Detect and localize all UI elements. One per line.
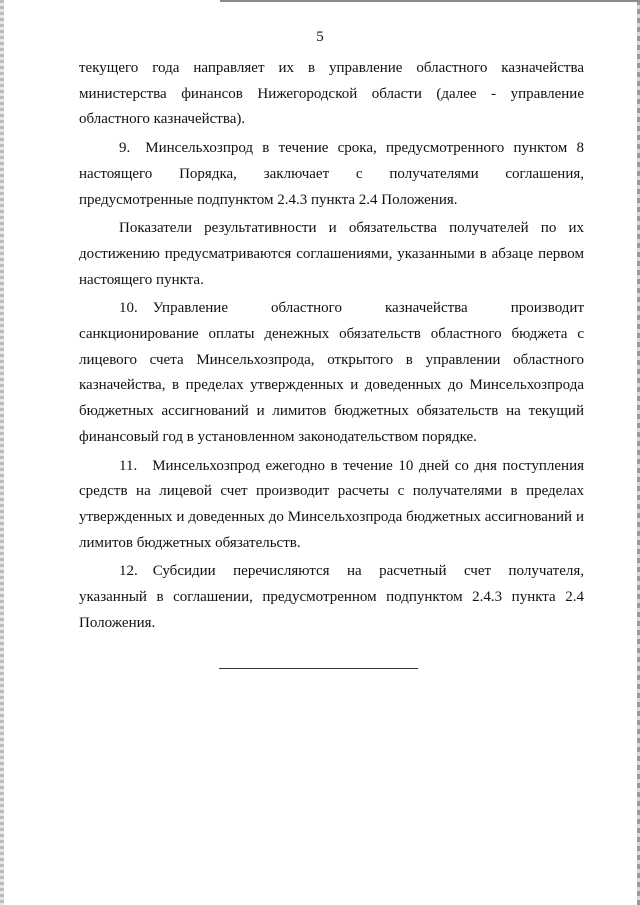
paragraph-item-11: 11. Минсельхозпрод ежегодно в течение 10 дней со дня поступления средств на лицевой счет производит расчеты с получателями в пределах утвержденных и доведенных до Минсельхозпрода бюджетных ассигнований и лимитов бюджетных обязательств. — [79, 457, 584, 551]
paragraph-continuation: текущего года направляет их в управление областного казначейства министерства финансов Нижегородской области (далее - управление областного казначейства). — [79, 60, 584, 128]
paragraph-item-10: 10. Управление областного казначейства производит санкционирование оплаты денежных обязательств областного бюджета с лицевого счета Минсельхозпрода, открытого в управлении областного казначейства, в пределах утвержденных и доведенных до Минсельхозпрода бюджетных ассигнований и лимитов бюджетных обязательств на текущий финансовый год в установленном законодательством порядке. — [79, 300, 584, 445]
closing-rule — [219, 668, 418, 669]
scan-edge-left — [0, 0, 4, 905]
document-body — [79, 56, 584, 636]
paragraph-item-12: 12. Субсидии перечисляются на расчетный счет получателя, указанный в соглашении, предусмотренном подпунктом 2.4.3 пункта 2.4 Положения. — [79, 563, 584, 631]
paragraph-item-9-indicators: Показатели результативности и обязательства получателей по их достижению предусматриваются соглашениями, указанными в абзаце первом настоящего пункта. — [79, 220, 584, 288]
paragraph-item-9: 9. Минсельхозпрод в течение срока, предусмотренного пунктом 8 настоящего Порядка, заключает с получателями соглашения, предусмотренные подпунктом 2.4.3 пункта 2.4 Положения. — [79, 140, 584, 208]
scan-edge-top — [220, 0, 640, 2]
page-number: 5 — [316, 29, 324, 45]
